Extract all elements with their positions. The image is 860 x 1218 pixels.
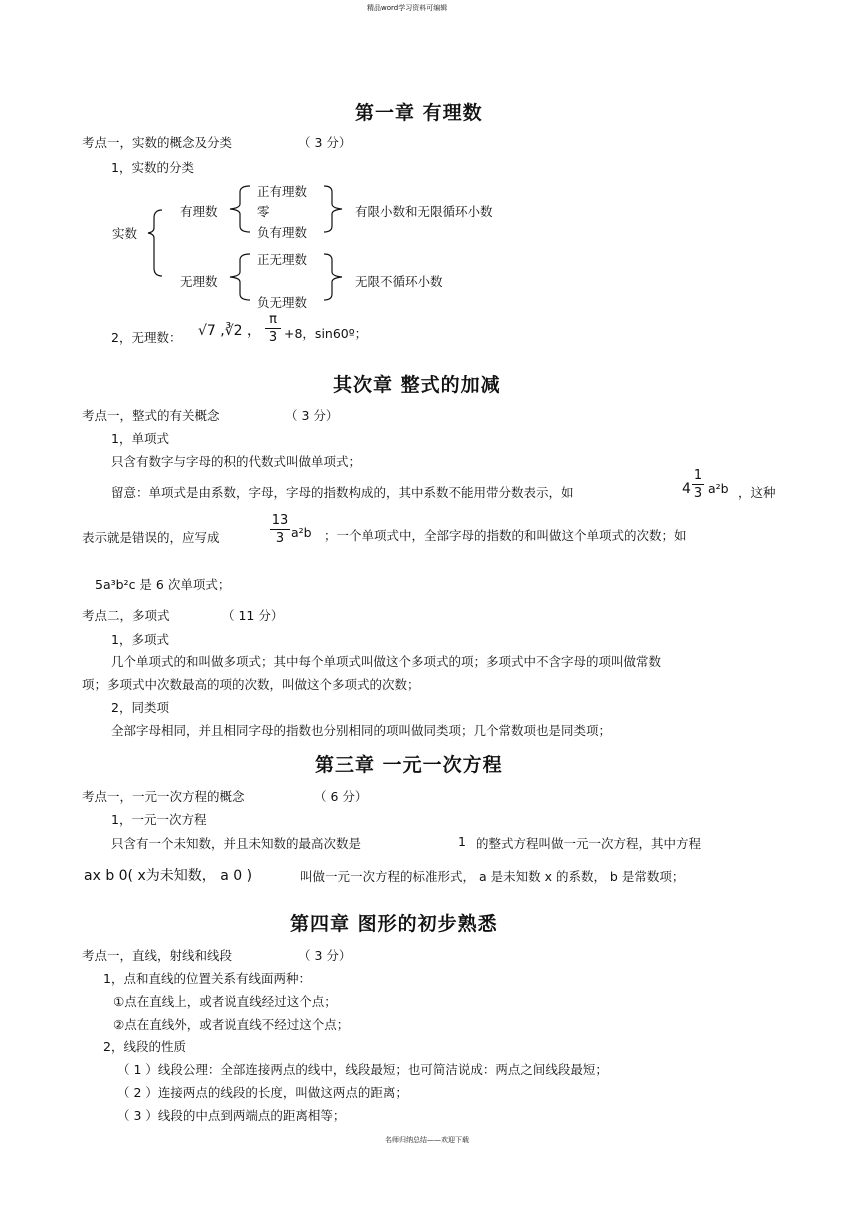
ch3-point1-score: （ 6 分）: [314, 789, 368, 804]
segment-property-3: （ 3 ）线段的中点到两端点的距离相等；: [117, 1108, 346, 1123]
irrational-tail: +8，sin60º；: [284, 326, 368, 341]
segment-property-2: （ 2 ）连接两点的线段的长度，叫做这两点的距离；: [117, 1085, 408, 1100]
ch2-section3: 2，同类项: [111, 700, 169, 715]
ch1-point1-score: （ 3 分）: [298, 135, 352, 150]
ch2-section1: 1，单项式: [111, 431, 169, 446]
degree-example: 5a³b²c 是 6 次单项式；: [95, 577, 231, 592]
ch2-point1-score: （ 3 分）: [285, 408, 339, 423]
point-on-line: ①点在直线上，或者说直线经过这个点；: [113, 994, 337, 1009]
page-footer: 名师归纳总结——欢迎下载: [385, 1136, 469, 1144]
irrational-brace: [226, 252, 256, 302]
irrational-label: 无理数: [180, 274, 218, 289]
rational-brace: [226, 184, 256, 234]
improper-denominator: 3: [275, 531, 285, 546]
monomial-note: 留意：单项式是由系数，字母，字母的指数构成的，其中系数不能用带分数表示，如: [111, 485, 574, 500]
ch2-point1-title: 考点一，整式的有关概念: [82, 408, 220, 423]
standard-form-equation: ax b 0( x为未知数， a 0 ): [84, 868, 253, 884]
monomial-definition: 只含有数字与字母的积的代数式叫做单项式；: [111, 454, 362, 469]
like-terms-definition: 全部字母相同，并且相同字母的指数也分别相同的项叫做同类项；几个常数项也是同类项；: [111, 723, 612, 738]
ch4-point1-title: 考点一，直线，射线和线段: [82, 948, 233, 963]
ch1-point1-title: 考点一，实数的概念及分类: [82, 135, 233, 150]
linear-equation-definition: 只含有一个未知数，并且未知数的最高次数是: [111, 836, 362, 851]
ch4-section1: 1，点和直线的位置关系有线面两种：: [103, 971, 311, 986]
degree-definition: ；一个单项式中，全部字母的指数的和叫做这个单项式的次数；如: [324, 528, 687, 543]
irrational-close-brace: [318, 252, 348, 302]
rational-description: 有限小数和无限循环小数: [355, 204, 493, 219]
rational-label: 有理数: [180, 204, 218, 219]
positive-irrational: 正无理数: [257, 252, 308, 267]
fraction-bar: [270, 529, 290, 530]
monomial-note-tail: ，这种: [738, 485, 776, 500]
standard-form-description: 叫做一元一次方程的标准形式， a 是未知数 x 的系数， b 是常数项；: [300, 869, 685, 884]
segment-property-1: （ 1 ）线段公理：全部连接两点的线中，线段最短；也可简洁说成：两点之间线段最短；: [117, 1062, 608, 1077]
pi-over-three: [265, 312, 281, 345]
negative-irrational: 负无理数: [257, 295, 308, 310]
pi-numerator: π: [269, 312, 277, 327]
zero: 零: [257, 204, 270, 219]
mixed-variables: a²b: [708, 481, 729, 496]
ch2-section2: 1，多项式: [111, 632, 169, 647]
mixed-whole: 4: [682, 481, 691, 497]
improper-fraction: [270, 513, 290, 546]
negative-rational: 负有理数: [257, 225, 308, 240]
real-brace: [146, 208, 166, 278]
page-header: 精品word学习资料可编辑: [367, 4, 448, 12]
positive-rational: 正有理数: [257, 184, 308, 199]
polynomial-definition-a: 几个单项式的和叫做多项式；其中每个单项式叫做这个多项式的项；多项式中不含字母的项叫做常数: [111, 654, 662, 669]
real-number-label: 实数: [112, 226, 138, 241]
fraction-bar: [692, 484, 704, 485]
polynomial-definition-b: 项；多项式中次数最高的项的次数，叫做这个多项式的次数；: [82, 677, 420, 692]
ch3-section1: 1，一元一次方程: [111, 812, 207, 827]
ch2-point2-score: （ 11 分）: [222, 608, 284, 623]
ch4-point1-score: （ 3 分）: [298, 948, 352, 963]
improper-variables: a²b: [291, 525, 312, 540]
pi-denominator: 3: [268, 330, 278, 345]
degree-one: 1: [458, 834, 466, 849]
chapter-3-title: 第三章 一元一次方程: [315, 754, 503, 776]
mixed-denominator: 3: [693, 486, 703, 501]
irrational-roots: √7 ,∛2 ，: [198, 323, 262, 339]
improper-numerator: 13: [271, 513, 289, 528]
chapter-2-title: 其次章 整式的加减: [333, 374, 501, 396]
linear-equation-definition-tail: 的整式方程叫做一元一次方程，其中方程: [476, 836, 702, 851]
correct-form-head: 表示就是错误的，应写成: [82, 530, 220, 545]
mixed-numerator: 1: [693, 468, 703, 483]
point-off-line: ②点在直线外，或者说直线不经过这个点；: [113, 1017, 350, 1032]
ch4-section2: 2，线段的性质: [103, 1039, 186, 1054]
chapter-4-title: 第四章 图形的初步熟悉: [290, 913, 498, 935]
ch2-point2-title: 考点二，多项式: [82, 608, 170, 623]
fraction-bar: [265, 328, 281, 329]
ch1-section1: 1，实数的分类: [111, 160, 194, 175]
chapter-1-title: 第一章 有理数: [355, 102, 483, 124]
ch3-point1-title: 考点一，一元一次方程的概念: [82, 789, 245, 804]
rational-close-brace: [318, 184, 348, 234]
mixed-fraction: [692, 468, 704, 501]
ch1-section2: 2，无理数：: [111, 330, 182, 345]
irrational-description: 无限不循环小数: [355, 274, 443, 289]
